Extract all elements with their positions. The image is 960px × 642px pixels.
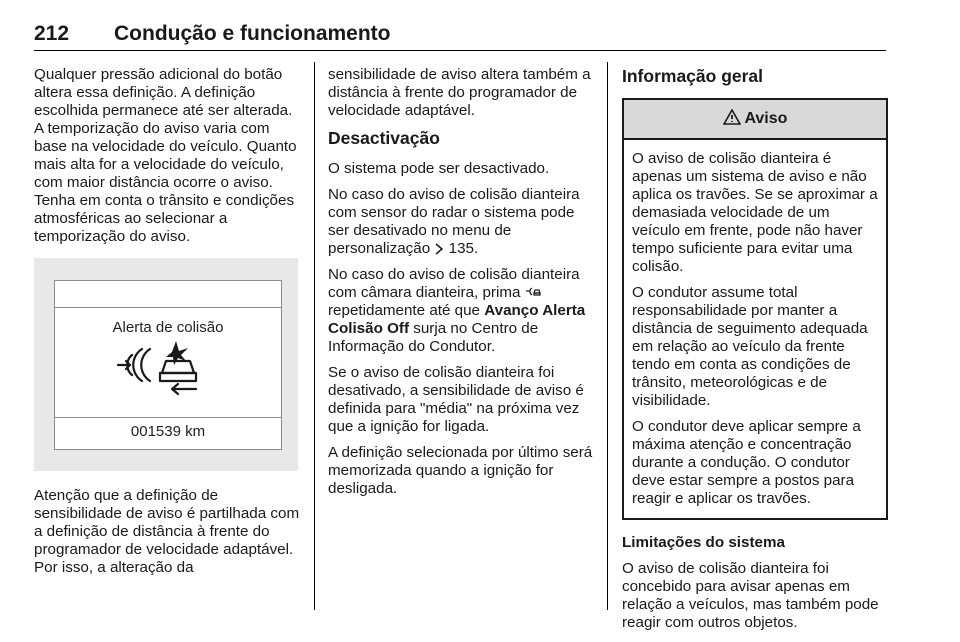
paragraph: A definição selecionada por último será memorizada quando a ignição for desligada. — [328, 444, 593, 497]
page-reference-icon — [434, 243, 444, 255]
paragraph: Se o aviso de colisão dianteira foi desativado, a sensibilidade de aviso é definida para "média" na próxima vez que a ignição for ligada. — [328, 364, 584, 435]
paragraph-text: repetidamente até que — [328, 302, 480, 319]
page-header — [34, 22, 886, 52]
column-divider — [607, 62, 608, 610]
warning-paragraph: O condutor assume total responsabilidade por manter a distância de seguimento adequada em relação ao veículo da frente tendo em conta as condições de trânsito, meteorológicas e de visibilidade. — [632, 284, 868, 409]
warning-paragraph: O aviso de colisão dianteira é apenas um sistema de aviso e não aplica os travões. Se se aproximar a demasiada velocidade de um veículo em frente, pode não haver tempo suficiente para evitar uma colisão. — [632, 150, 878, 275]
subsection-heading: Limitações do sistema — [622, 534, 785, 551]
paragraph — [328, 186, 593, 258]
paragraph-text: surja no Centro de Informação do Condutor. — [328, 320, 539, 355]
collision-alert-button-icon — [525, 285, 541, 299]
display-illustration — [34, 258, 298, 471]
warning-body — [624, 140, 886, 518]
collision-alert-icon — [110, 339, 226, 401]
screen-divider — [55, 307, 281, 308]
screen-divider — [55, 417, 281, 418]
paragraph: O sistema pode ser desactivado. — [328, 160, 550, 177]
column-middle — [328, 66, 593, 506]
warning-triangle-icon — [723, 109, 741, 125]
paragraph: O aviso de colisão dianteira foi concebido para avisar apenas em relação a veículos, mas também pode reagir com outros objetos. — [622, 560, 879, 631]
section-heading: Informação geral — [622, 66, 764, 86]
paragraph-text: No caso do aviso de colisão dianteira com câmara dianteira, prima — [328, 266, 580, 301]
column-left — [34, 66, 302, 585]
page-reference: 135. — [448, 240, 479, 257]
paragraph: sensibilidade de aviso altera também a distância à frente do programador de velocidade adaptável. — [328, 66, 591, 119]
screen-title: Alerta de colisão — [112, 319, 224, 336]
paragraph-text: No caso do aviso de colisão dianteira com sensor do radar o sistema pode ser desativado no menu de personalização — [328, 186, 580, 257]
warning-paragraph: O condutor deve aplicar sempre a máxima atenção e concentração durante a condução. O condutor deve estar sempre a postos para reagir e aplicar os travões. — [632, 418, 861, 507]
paragraph: Qualquer pressão adicional do botão altera essa definição. A definição escolhida permanece até ser alterada. A temporização do aviso varia com base na velocidade do veículo. Quanto mais alta for a velocidade do veículo, com maior distância ocorre o aviso. Tenha em conta o trânsito e condições atmosféricas ao selecionar a temporização do aviso. — [34, 66, 297, 245]
chapter-title: Condução e funcionamento — [114, 22, 391, 45]
header-divider — [34, 50, 886, 51]
warning-header — [624, 100, 886, 140]
column-divider — [314, 62, 315, 610]
column-right — [622, 66, 888, 640]
warning-title: Aviso — [744, 110, 788, 127]
menu-option-name: Avanço Alerta Colisão Off — [328, 302, 586, 337]
paragraph: Atenção que a definição de sensibilidade de aviso é partilhada com a definição de distância à frente do programador de velocidade adaptável. Por isso, a alteração da — [34, 487, 300, 576]
section-heading: Desactivação — [328, 128, 440, 148]
paragraph — [328, 266, 593, 356]
odometer-readout: 001539 km — [130, 423, 206, 440]
warning-box — [622, 98, 888, 520]
page-number: 212 — [34, 22, 70, 45]
driver-info-screen — [54, 280, 282, 450]
